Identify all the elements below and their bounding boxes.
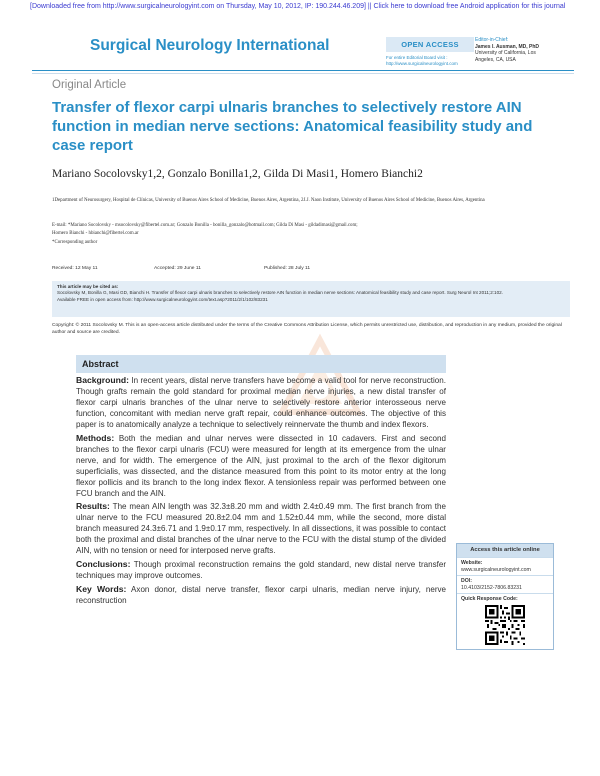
published-date: Published: 28 July 11 <box>264 266 311 271</box>
download-notice[interactable]: [Downloaded free from http://www.surgicalneurologyint.com on Thursday, May 10, 2012, IP: 190.244.46.209] || Click here to download free Android application for this journal <box>30 3 566 10</box>
results-label: Results: <box>76 501 110 512</box>
open-access-badge: OPEN ACCESS <box>386 37 474 52</box>
emails-line2: Homero Bianchi - hbianchi@fibertel.com.ar <box>52 230 139 236</box>
editorial-board-note[interactable] <box>386 55 474 67</box>
editor-name: James I. Ausman, MD, PhD <box>475 43 539 50</box>
results-text: The mean AIN length was 32.3±8.20 mm and width 2.4±0.49 mm. The first branch from the ulnar nerve to the FCU measured 20.8±2.04 mm and 1.52±0.44 mm, while the second, more distal branch measured 24.3±6.71 and 1.9±0.17 mm, respectively. In all dissections, it was possible to contact both the proximal and distal branches of the ulnar nerve to the FCU with the distal stump of the divided AIN, with no tension or need for interposed nerve grafts. <box>76 502 446 556</box>
background-label: Background: <box>76 375 129 385</box>
abstract-results <box>76 501 446 557</box>
qr-row <box>457 593 553 645</box>
background-text: In recent years, distal nerve transfers have become a valid tool for nerve reconstruction. Though grafts remain the gold standard for proximal median nerve injuries, a new distal transfer of flexor carpi ulnaris branches of the ulnar nerve to selectively restore anterior interosseous nerve function, concomitant with median nerve graft repair, could enhance outcomes. The objective of this paper is to anatomically analyze a technique to selectively reinnervate the thumb and index flexors. <box>76 376 446 429</box>
doi-label: DOI: <box>461 578 472 585</box>
conclusions-text: Though proximal reconstruction remains the gold standard, new distal nerve transfer techniques may improve outcomes. <box>76 560 447 581</box>
journal-name: Surgical Neurology International <box>90 37 330 54</box>
editor-label: Editor-in-Chief: <box>475 37 509 43</box>
abstract-heading: Abstract <box>76 355 446 373</box>
editor-affiliation-line2: Angeles, CA, USA <box>475 56 516 63</box>
abstract-background <box>76 375 446 431</box>
keywords-text: Axon donor, distal nerve transfer, flexor carpi ulnaris, median nerve injury, nerve reconstruction <box>76 585 446 606</box>
website-link[interactable]: www.surgicalneurologyint.com <box>461 566 531 573</box>
open-access-block <box>386 37 474 67</box>
accepted-date: Accepted: 29 June 11 <box>154 266 201 271</box>
citation-text: Socolovsky M, Bonilla G, Masi GD, Bianchi H. Transfer of flexor carpi ulnaris branches to selectively restore AIN function in median nerve sections: Anatomical feasibility study and case report. Surg Neurol Int 2011;2:102. <box>57 290 503 296</box>
corresponding-author-note: *Corresponding author <box>52 240 98 245</box>
emails-line1: E-mail: *Mariano Socolovsky - msocolovsky@fibertel.com.ar; Gonzalo Bonilla - bonilla_gonzalo@hotmail.com; Gilda Di Masi - gildadimasi@gmail.com; <box>52 223 358 228</box>
editor-in-chief-block <box>475 37 575 63</box>
abstract-keywords <box>76 584 446 607</box>
methods-text: Both the median and ulnar nerves were dissected in 10 cadavers. First and second branches to the flexor carpi ulnaris (FCU) were measured for length at its emergence from the ulnar nerve, and for width. The emergence of the AIN, just proximal to the arch of the flexor digitorum superficialis, was dissected, and the distance measured from this point to its motor entry at the long flexor pollicis and its branch to the long index flexor. A tensionless repair was performed between one FCU branch and the AIN. <box>76 433 446 498</box>
citation-free-link[interactable]: Available FREE in open access from: http://www.surgicalneurologyint.com/text.asp?2011/2/1/102/83231 <box>57 296 268 302</box>
citation-box <box>52 281 570 317</box>
website-row <box>457 557 553 575</box>
access-heading: Access this article online <box>457 544 553 557</box>
header-divider-secondary <box>32 73 574 74</box>
affiliations: 1Department of Neurosurgery, Hospital de Clínicas, University of Buenos Aires School of Medicine, Buenos Aires, Argentina, 2J.J. Naon Institute, University of Buenos Aires School of Medicine, Buenos Aires, Argentina <box>52 198 485 203</box>
editorial-board-link[interactable]: http://www.surgicalneurologyint.com <box>386 61 458 66</box>
abstract-methods <box>76 433 446 500</box>
received-date: Received: 12 May 11 <box>52 266 98 271</box>
access-online-box <box>456 543 554 650</box>
qr-label: Quick Response Code: <box>461 596 518 603</box>
article-type: Original Article <box>52 79 127 91</box>
copyright-notice: Copyright: © 2011 Socolovsky M. This is an open-access article distributed under the terms of the Creative Commons Attribution License, which permits unrestricted use, distribution, and reproduction in any medium, provided the original author and source are credited. <box>52 323 562 336</box>
qr-code-icon[interactable] <box>485 605 525 645</box>
keywords-label: Key Words: <box>76 584 127 595</box>
author-list: Mariano Socolovsky1,2, Gonzalo Bonilla1,2, Gilda Di Masi1, Homero Bianchi2 <box>52 168 423 180</box>
abstract-section <box>76 355 446 607</box>
editorial-board-line1: For entire Editorial Board visit : <box>386 55 448 60</box>
editor-affiliation-line1: University of California, Los <box>475 50 536 56</box>
citation-heading: This article may be cited as: <box>57 284 119 289</box>
article-title: Transfer of flexor carpi ulnaris branches to selectively restore AIN function in median nerve sections: Anatomical feasibility study and case report <box>52 99 533 154</box>
conclusions-label: Conclusions: <box>76 559 131 570</box>
doi-row <box>457 575 553 593</box>
header-divider <box>32 70 574 71</box>
doi-value[interactable]: 10.4103/2152-7806.83231 <box>461 584 522 591</box>
methods-label: Methods: <box>76 432 115 443</box>
author-emails <box>52 222 572 237</box>
website-label: Website: <box>461 560 483 566</box>
abstract-body <box>76 375 446 607</box>
abstract-conclusions <box>76 559 446 582</box>
